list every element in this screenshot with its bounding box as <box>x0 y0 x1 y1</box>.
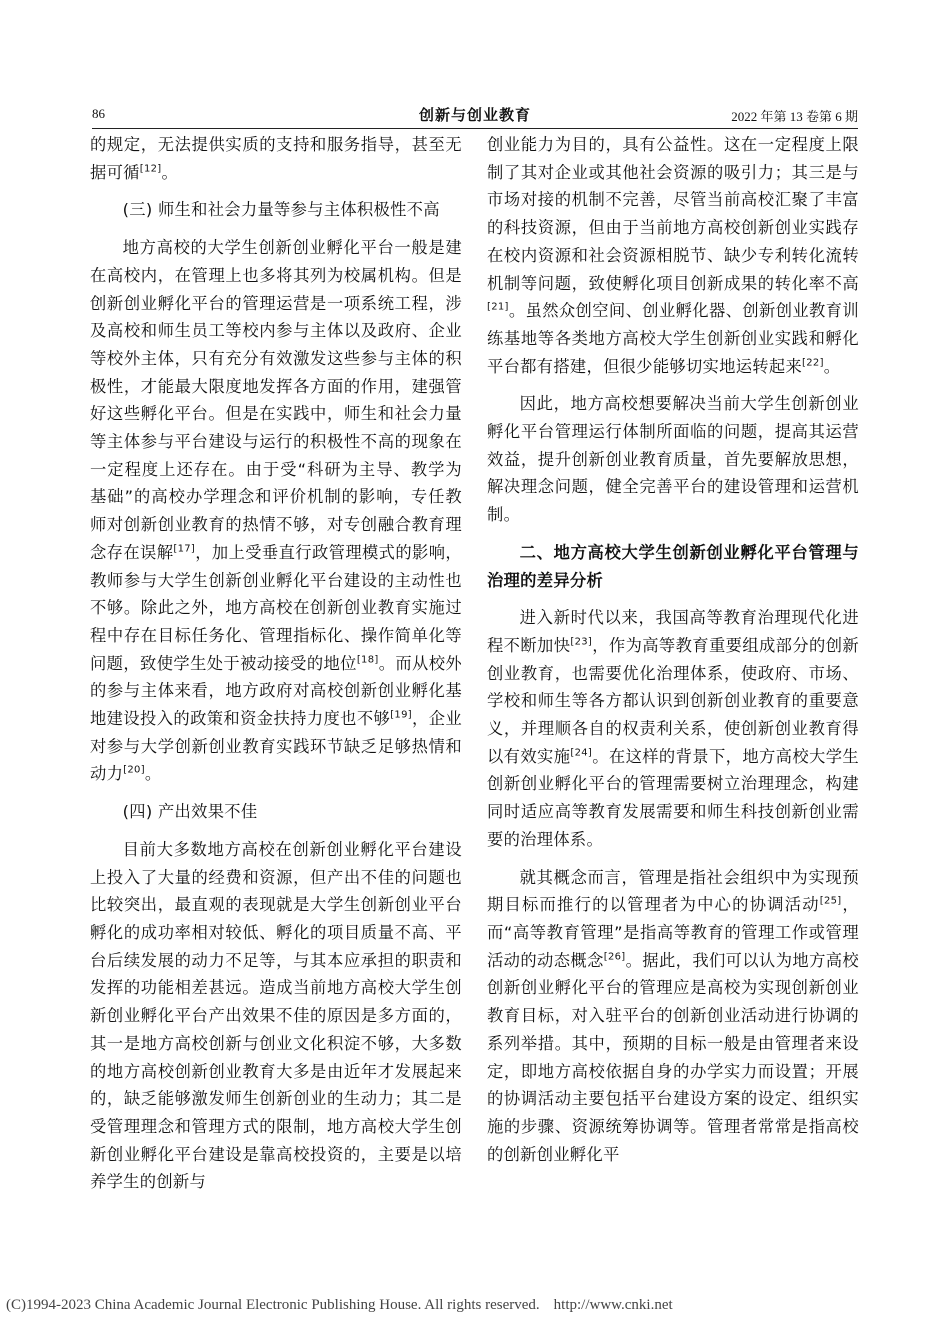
copyright-text: (C)1994-2023 China Academic Journal Electronic Publishing House. All rights reserved. <box>6 1297 540 1313</box>
citation: [12] <box>139 163 162 175</box>
citation: [26] <box>603 951 626 963</box>
section-heading: 二、地方高校大学生创新创业孵化平台管理与治理的差异分析 <box>487 542 859 590</box>
copyright-footer <box>6 1297 673 1314</box>
citation: [24] <box>570 747 593 759</box>
page-number: 86 <box>92 106 105 121</box>
citation: [22] <box>802 357 824 369</box>
paragraph: 就其概念而言，管理是指社会组织中为实现预期目标而推行的以管理者为中心的协调活动[25]，而“高等教育管理”是指高等教育的管理工作或管理活动的动态概念[26]。据此，我们可以认为地方高校创新创业孵化平台的管理应是高校为实现创新创业教育目标，对入驻平台的创新创业活动进行协调的系列举措。其中，预期的目标一般是由管理者来设定，即地方高校依据自身的办学实力而设置；开展的协调活动主要包括平台建设方案的设定、组织实施的步骤、资源统筹协调等。管理者常常是指高校的创新创业孵化平 <box>487 867 860 1164</box>
left-column <box>90 131 462 1196</box>
citation: [25] <box>819 895 842 907</box>
subsection-heading: (四) 产出效果不佳 <box>122 802 258 822</box>
paragraph: 地方高校的大学生创新创业孵化平台一般是建在高校内，在管理上也多将其列为校属机构。但是创新创业孵化平台的管理运营是一项系统工程，涉及高校和师生员工等校内参与主体以及政府、企业等校外主体，只有充分有效激发这些参与主体的积极性，才能最大限度地发挥各方面的作用，建强管好这些孵化平台。但是在实践中，师生和社会力量等主体参与平台建设与运行的积极性不高的现象在一定程度上还存在。由于受“科研为主导、教学为基础”的高校办学理念和评价机制的影响，专任教师对创新创业教育的热情不够，对专创融合教育理念存在误解[17]，加上受垂直行政管理模式的影响，教师参与大学生创新创业孵化平台建设的主动性也不够。除此之外，地方高校在创新创业教育实施过程中存在目标任务化、管理指标化、操作简单化等问题，致使学生处于被动接受的地位[18]。而从校外的参与主体来看，地方政府对高校创新创业孵化基地建设投入的政策和资金扶持力度也不够[19]，企业对参与大学创新创业教育实践环节缺乏足够热情和动力[20]。 <box>90 238 462 784</box>
paragraph: 进入新时代以来，我国高等教育治理现代化进程不断加快[23]，作为高等教育重要组成部分的创新创业教育，也需要优化治理体系，使政府、市场、学校和师生等各方都认识到创新创业教育的重要意义，并理顺各自的权责利关系，使创新创业教育得以有效实施[24]。在这样的背景下，地方高校大学生创新创业孵化平台的管理需要树立治理理念，构建同时适应高等教育发展需要和师生科技创新创业需要的治理体系。 <box>487 608 859 849</box>
citation: [19] <box>390 709 412 721</box>
citation: [21] <box>487 301 509 313</box>
citation: [20] <box>123 765 145 777</box>
paragraph: 因此，地方高校想要解决当前大学生创新创业孵化平台管理运行体制所面临的问题，提高其运营效益，提升创新创业教育质量，首先要解放思想，解决理念问题，健全完善平台的建设管理和运营机制。 <box>487 394 859 525</box>
paragraph: 创业能力为目的，具有公益性。这在一定程度上限制了其对企业或其他社会资源的吸引力；其三是与市场对接的机制不完善，尽管当前高校汇聚了丰富的科技资源，但由于当前地方高校创新创业实践存在校内资源和社会资源相脱节、缺少专利转化流转机制等问题，致使孵化项目创新成果的转化率不高[21]。虽然众创空间、创业孵化器、创新创业教育训练基地等各类地方高校大学生创新创业实践和孵化平台都有搭建，但很少能够切实地运转起来[22]。 <box>487 135 859 376</box>
paragraph: 的规定，无法提供实质的支持和服务指导，甚至无据可循[12]。 <box>90 135 462 182</box>
issue-info: 2022 年第 13 卷第 6 期 <box>731 109 858 124</box>
subsection-heading: (三) 师生和社会力量等参与主体积极性不高 <box>122 200 440 220</box>
running-header <box>92 106 858 129</box>
right-column <box>487 131 859 1168</box>
citation: [18] <box>356 654 379 666</box>
journal-title: 创新与创业教育 <box>418 106 531 124</box>
paragraph: 目前大多数地方高校在创新创业孵化平台建设上投入了大量的经费和资源，但产出不佳的问题也比较突出，最直观的表现就是大学生创新创业平台孵化的成功率相对较低、孵化的项目质量不高、平台后续发展的动力不足等，与其本应承担的职责和发挥的功能相差甚远。造成当前地方高校大学生创新创业孵化平台产出效果不佳的原因是多方面的，其一是地方高校创新与创业文化积淀不够，大多数的地方高校创新创业教育大多是由近年才发展起来的，缺乏能够激发师生创新创业的生动力；其二是受管理理念和管理方式的限制，地方高校大学生创新创业孵化平台建设是靠高校投资的，主要是以培养学生的创新与 <box>90 839 462 1192</box>
citation: [17] <box>173 543 196 555</box>
footer-url: http://www.cnki.net <box>553 1297 673 1313</box>
citation: [23] <box>570 636 593 648</box>
